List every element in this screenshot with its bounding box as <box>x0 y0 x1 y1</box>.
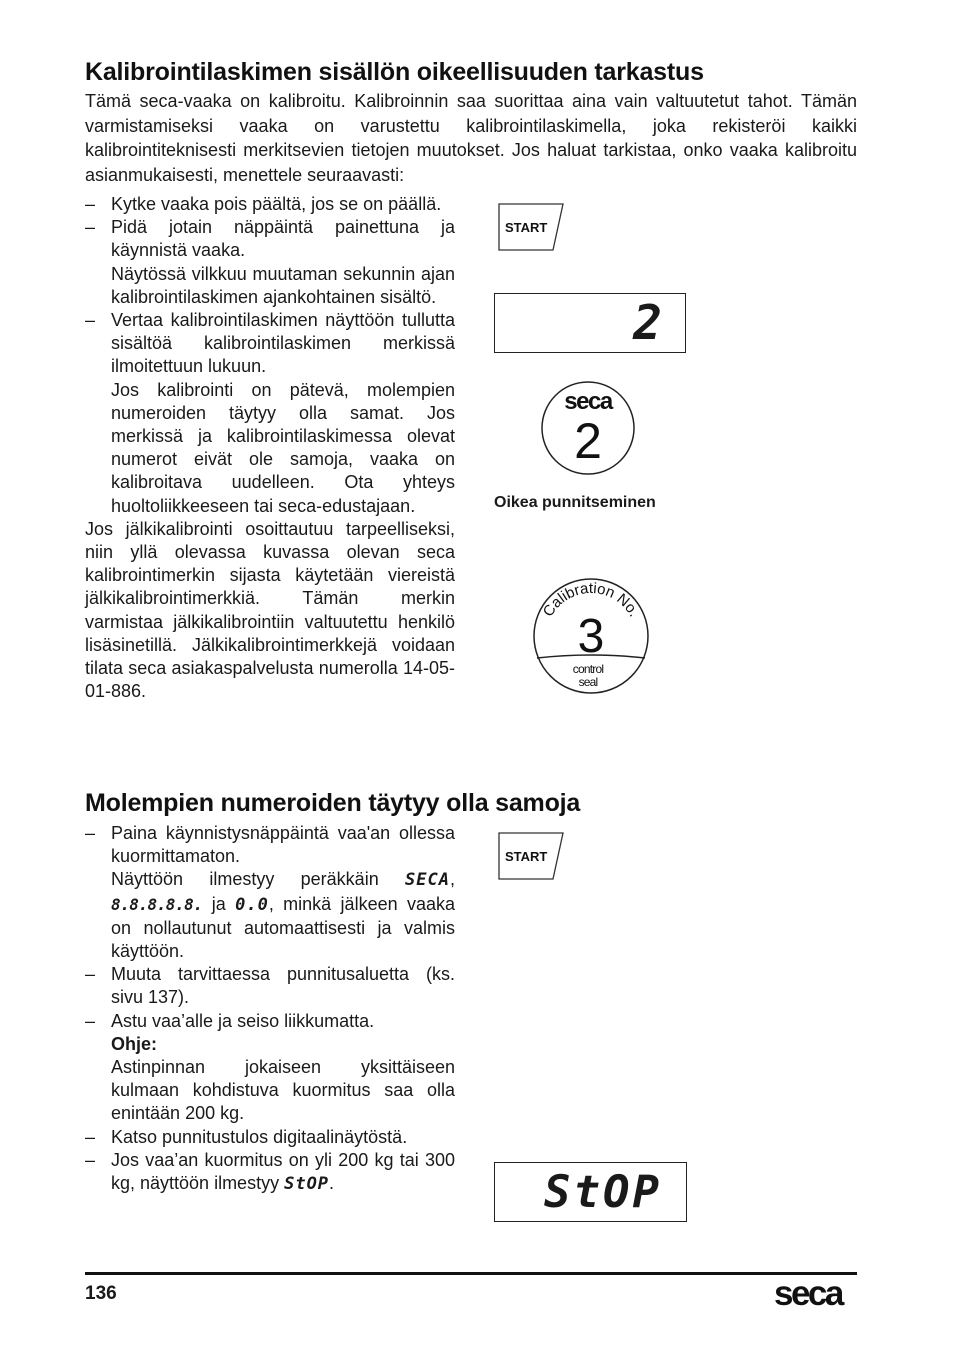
lcd-text-zero: 0.0 <box>235 894 269 915</box>
step-text: Muuta tarvittaessa punnitusaluetta (ks. sivu 137). <box>111 964 455 1008</box>
recal-seal-control: control <box>572 662 604 676</box>
calibration-seal-icon <box>540 380 638 476</box>
bullet-dash: – <box>85 1010 96 1031</box>
step-text: Paina käynnistysnäppäintä vaa'an ollessa kuormittamaton. <box>111 823 455 867</box>
display-value: StOP <box>544 1166 662 1218</box>
start-button-illustration <box>498 203 564 256</box>
step-text: Kytke vaaka pois päältä, jos se on päällä. <box>111 194 442 214</box>
bullet-dash: – <box>85 823 96 843</box>
bullet-dash: – <box>85 217 96 238</box>
start-label: START <box>505 220 548 235</box>
recalibration-seal-icon <box>530 576 652 696</box>
list-item <box>85 216 455 262</box>
step-subtext <box>85 868 455 963</box>
comma: , <box>449 869 455 890</box>
list-item <box>85 1010 455 1033</box>
seal-arc-text: Calibration No. <box>539 579 643 620</box>
seca-logo: seca <box>774 1274 842 1313</box>
display-value: 2 <box>633 295 663 351</box>
list-item <box>85 1126 455 1149</box>
conjunction: ja <box>211 893 226 914</box>
lcd-text-seca: SECA <box>405 870 450 891</box>
lcd-text-segments: 8.8.8.8.8. <box>111 894 203 914</box>
subtext-post: , minkä jälkeen vaaka on nollautunut automaattisesti ja valmis käyttöön. <box>111 893 455 962</box>
bullet-dash: – <box>85 964 96 985</box>
step-text: Astu vaa’alle ja seiso liikkumatta. <box>111 1010 375 1031</box>
step-subtext: Jos kalibrointi on pätevä, molempien numeroiden täytyy olla samat. Jos merkissä ja kalibrointilaskimessa olevat numerot eivät ole samoja, vaaka on kalibroitava uudelleen. Ota yhteys huoltoliikkeeseen tai seca-edustajaan. <box>111 379 455 516</box>
recal-seal-label: seal <box>578 675 598 689</box>
bullet-dash: – <box>85 1126 96 1147</box>
bullet-dash: – <box>85 194 96 214</box>
display-calibration-counter <box>494 293 686 353</box>
list-item <box>85 822 455 868</box>
step-text: Katso punnitustulos digitaalinäytöstä. <box>111 1126 408 1147</box>
section2-heading: Molempien numeroiden täytyy olla samoja <box>85 789 581 817</box>
step-text: Vertaa kalibrointilaskimen näyttöön tullutta sisältöä kalibrointilaskimen merkissä ilmoitettuun lukuun. <box>111 310 455 377</box>
recal-seal-number: 3 <box>577 610 605 663</box>
lcd-text-stop: StOP <box>284 1174 330 1195</box>
bullet-dash: – <box>85 1149 96 1170</box>
section1-intro: Tämä seca-vaaka on kalibroitu. Kalibroinnin saa suorittaa aina vain valtuutetut tahot. Tämän varmistamiseksi vaaka on varustettu kalibrointilaskimella, joka rekisteröi kaikki kalibrointiteknisesti merkitsevien tietojen muutokset. Jos haluat tarkistaa, onko vaaka kalibroitu asianmukaisesti, menettele seuraavasti: <box>85 91 857 185</box>
subtext-pre: Näyttöön ilmestyy peräkkäin <box>111 869 379 890</box>
footer-divider <box>85 1272 857 1275</box>
section1-steps <box>85 193 455 703</box>
seal-brand: seca <box>564 388 612 415</box>
section2-steps <box>85 822 455 1196</box>
start-key-icon <box>498 203 564 251</box>
start-button-illustration <box>498 832 564 885</box>
step-text: Jos vaa’an kuormitus on yli 200 kg tai 300 kg, näyttöön ilmestyy <box>111 1149 455 1194</box>
figure-caption: Oikea punnitseminen <box>494 494 656 511</box>
recalibration-seal <box>530 576 652 701</box>
section1-heading: Kalibrointilaskimen sisällön oikeellisuuden tarkastus <box>85 58 704 86</box>
list-item <box>85 193 455 216</box>
step-text: Pidä jotain näppäintä painettuna ja käynnistä vaaka. <box>111 217 455 261</box>
bullet-dash: – <box>85 310 96 331</box>
note-label: Ohje: <box>111 1033 158 1054</box>
start-key-icon <box>498 832 564 880</box>
note-text: Astinpinnan jokaiseen yksittäiseen kulmaan kohdistuva kuormitus saa olla enintään 200 kg. <box>111 1057 455 1124</box>
page-number: 136 <box>85 1283 117 1304</box>
step-subtext: Näytössä vilkkuu muutaman sekunnin ajan kalibrointilaskimen ajankohtainen sisältö. <box>111 263 455 307</box>
start-label: START <box>505 849 548 864</box>
list-item <box>85 309 455 379</box>
display-overload <box>494 1162 687 1222</box>
step-text-end: . <box>329 1173 335 1194</box>
closing-paragraph: Jos jälkikalibrointi osoittautuu tarpeelliseksi, niin yllä olevassa kuvassa olevan seca kalibrointimerkin sijasta käytetään viereistä jälkikalibrointimerkkiä. Tämän merkin varmistaa jälkikalibrointiin valtuutettu henkilö lisäsinetillä. Jälkikalibrointimerkkejä voidaan tilata seca asiakaspalvelusta numerolla 14-05-01-886. <box>85 518 455 702</box>
seal-number: 2 <box>574 413 602 469</box>
list-item <box>85 963 455 1009</box>
seca-calibration-seal <box>540 380 638 481</box>
list-item <box>85 1149 455 1196</box>
